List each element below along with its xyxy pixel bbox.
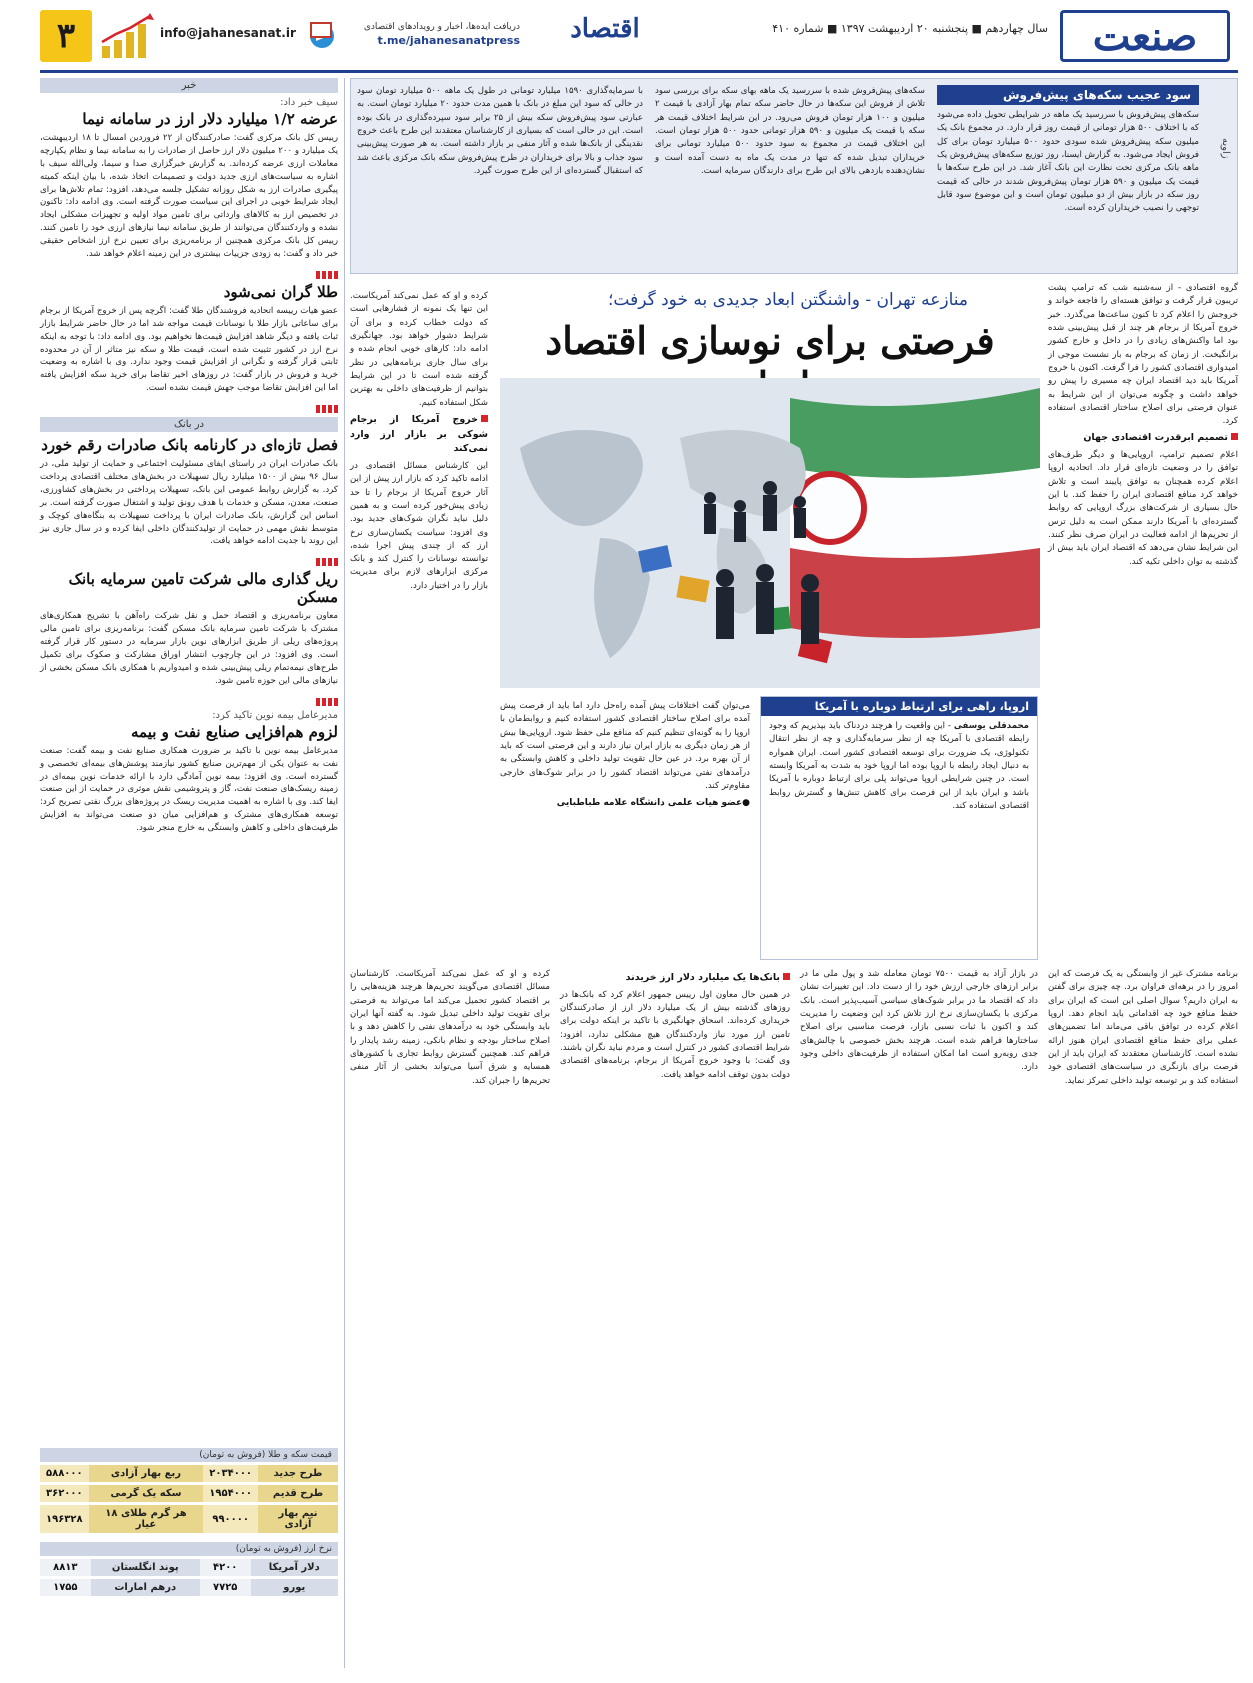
price-label: دلار آمریکا [251,1559,339,1576]
table-row [40,1559,338,1576]
telegram-text: دریافت ایده‌ها، اخبار و رویدادهای اقتصادی [363,22,520,32]
article-subheading: بانک‌ها یک میلیارد دلار ارز خریدند [560,971,790,986]
newspaper-logo[interactable]: صنعت [1060,10,1230,62]
price-value: ۱۷۵۵ [40,1579,91,1596]
price-value: ۴۲۰۰ [200,1559,251,1576]
article-paragraph: اعلام تصمیم ترامپ، اروپایی‌ها و دیگر طرف‌های توافق را در وضعیت تازه‌ای قرار داد. اتحادیه اروپا اعلام کرده همچنان به توافق پایبند است و تلاش خواهد کرد منافع اقتصادی ایران را حفظ کند. با این حال بسیاری از شرکت‌های بزرگ اروپایی که روابط گسترده‌ای با آمریکا دارند ممکن است به دلیل ترس از تحریم‌ها از ادامه فعالیت در ایران صرف نظر کنند. این شرایط نشان می‌دهد که اقتصاد ایران باید بیش از گذشته به توان داخلی تکیه کند. [1048,450,1238,567]
article-middle-column [500,700,750,811]
price-value: ۹۹۰۰۰۰ [203,1505,258,1533]
article-subheading: تصمیم ابرقدرت اقتصادی جهان [1048,431,1238,446]
section-title: اقتصاد [570,14,640,44]
price-value: ۵۸۸۰۰۰ [40,1465,89,1482]
price-label: سکه یک گرمی [89,1485,204,1502]
price-label: ربع بهار آزادی [89,1465,204,1482]
news-body: رییس کل بانک مرکزی گفت: صادرکنندگان از ۲۲ فروردین امسال تا ۱۸ اردیبهشت، یک میلیارد و ۲۰۰ میلیون دلار ارز حاصل از صادرات را به سامانه نیما و نظام یکپارچه معاملات ارزی عرضه کرده‌اند. به گزارش خبرگزاری صدا و سیما، ولی‌الله سیف با اشاره به سیاست‌های ارزی جدید دولت و تصمیمات اتخاذ شده، با بیان اینکه کمیته پیگیری صادرات ارز به شکل روزانه تشکیل جلسه می‌دهد، افزود: تمام تلاش‌ها برای ایجاد شرایط خوبی در اجرای این سیاست صورت گرفته است. وی ادامه داد: تاکنون در تخصیص ارز به کالاهای وارداتی برای تامین مواد اولیه و تجهیزات مشکلی ایجاد نشده و واردکنندگان می‌توانند از طریق سامانه نیما نیازهای ارزی خود را تامین کنند. رییس کل بانک مرکزی همچنین از برنامه‌ریزی برای تعیین نرخ ارز اشخاص حقیقی خبر داد و گفت: به زودی جزییات بیشتری در این زمینه اعلام خواهد شد. [40,133,338,260]
top-box-column: با سرمایه‌گذاری ۱۵۹۰ میلیارد تومانی در طول یک ماهه ۵۰۰ میلیارد تومان سود در حالی که سود این مبلغ در بانک با همین مدت حدود ۲۰ میلیارد تومان است. به عبارتی سود پیش‌فروش سکه بیش از ۲۵ برابر سود سپرده‌گذاری در بانک بوده است. این در حالی است که بسیاری از کارشناسان معتقدند این طرح باعث خروج نقدینگی از بانک‌ها شده و آثار منفی بر بازار داشته است. به هر صورت پیش‌بینی سود جذاب و بالا برای خریداران در طرح پیش‌فروش سکه بانک مرکزی باعث شد که استقبال گسترده‌ای از این طرح صورت گیرد. [357,86,643,176]
table-row [40,1505,338,1533]
price-label: طرح جدید [258,1465,338,1482]
news-kicker: سیف خبر داد: [280,97,338,108]
news-kicker: در بانک [40,417,338,432]
gold-price-title: قیمت سکه و طلا (فروش به تومان) [40,1448,338,1462]
article-paragraph: می‌توان گفت اختلافات پیش آمده راه‌حل دارد اما باید از فرصت پیش آمده برای اصلاح ساختار اقتصادی کشور استفاده کنیم و روابط‌مان با اروپا را به گونه‌ای تنظیم کنیم که منافع ملی حفظ شود. اروپایی‌ها بیش از هر زمان دیگری به بازار ایران نیاز دارند و این فرصتی است که باید از آن بهره برد. در عین حال تقویت تولید داخلی و کاهش وابستگی به درآمدهای نفتی می‌تواند اقتصاد کشور را در برابر شوک‌های خارجی مقاوم‌تر کند. [500,701,750,791]
news-body: معاون برنامه‌ریزی و اقتصاد حمل و نقل شرکت راه‌آهن با تشریح همکاری‌های مشترک با شرکت تامین سرمایه بانک مسکن گفت: برنامه‌ریزی برای تامین مالی پروژه‌های ریلی از طریق ابزارهای نوین بازار سرمایه در دستور کار قرار گرفته است. وی افزود: در این چارچوب انتشار اوراق مشارکت و صکوک برای تکمیل طرح‌های نیمه‌تمام ریلی پیش‌بینی شده و امیدواریم با همکاری بانک مسکن بخشی از نیازهای مالی این حوزه تامین شود. [40,611,338,686]
article-kicker: منازعه تهران - واشنگتن ابعاد جدیدی به خود گرفت؛ [608,290,968,310]
article-subheading: خروج آمریکا از برجام شوکی بر بازار ارز وارد نمی‌کند [350,413,488,457]
price-label: پوند انگلستان [91,1559,200,1576]
price-box [40,1448,338,1599]
news-headline[interactable]: طلا گران نمی‌شود [223,282,338,301]
news-headline[interactable]: لزوم هم‌افزایی صنایع نفت و بیمه [131,722,338,741]
price-label: هر گرم طلای ۱۸ عیار [89,1505,204,1533]
news-headline[interactable]: عرضه ۱/۲ میلیارد دلار ارز در سامانه نیما [82,110,338,128]
opinion-author: محمدقلی یوسفی [953,721,1029,731]
article-paragraph: کرده و او که عمل نمی‌کند آمریکاست. این تنها یک نمونه از فشارهایی است که دولت خطاب کرده و برای آن شرایط دشوار خواهد بود. جهانگیری ادامه داد: کارهای خوبی انجام شده و برای سال جاری برنامه‌هایی در نظر گرفته شده است تا در این شرایط بتوانیم از ظرفیت‌های داخلی به بهترین شکل استفاده کنیم. [350,291,488,408]
fx-price-table [40,1556,338,1599]
price-label: یورو [251,1579,339,1596]
article-lower-column: کرده و او که عمل نمی‌کند آمریکاست. کارشناسان مسائل اقتصادی می‌گویند تحریم‌ها هرچند هزینه‌هایی را بر اقتصاد کشور تحمیل می‌کند اما می‌تواند به فرصتی برای تقویت تولید داخلی تبدیل شود. به گفته آنها ایران باید وابستگی خود به درآمدهای نفتی را کاهش دهد و با اصلاح ساختار بودجه و نظام بانکی، زمینه رشد پایدار را فراهم کند. همچنین گسترش روابط تجاری با کشورهای همسایه و شرق آسیا می‌تواند بخشی از آثار منفی تحریم‌ها را جبران کند. [350,969,550,1086]
article-left-column [350,290,488,593]
top-box-side-label: زاویه [1220,138,1231,159]
news-kicker: مدیرعامل بیمه نوین تاکید کرد: [212,709,338,721]
telegram-block[interactable] [340,22,520,48]
opinion-body [761,716,1037,817]
masthead-rule [40,70,1238,73]
article-paragraph: در همین حال معاون اول رییس جمهور اعلام کرد که بانک‌ها در روزهای گذشته بیش از یک میلیارد دلار ارز از صادرکنندگان خریداری کرده‌اند. اسحاق جهانگیری با تاکید بر اینکه دولت برای تامین ارز مورد نیاز واردکنندگان هیچ مشکلی ندارد، افزود: شرایط اقتصادی کشور در کنترل است و مردم نباید نگران باشند. وی گفت: با وجود خروج آمریکا از برجام، برنامه‌های اقتصادی دولت بدون توقف ادامه خواهد یافت. [560,989,790,1080]
news-body: مدیرعامل بیمه نوین با تاکید بر ضرورت همکاری صنایع نفت و بیمه گفت: صنعت نفت به عنوان یکی از مهم‌ترین صنایع کشور نیازمند پوشش‌های بیمه‌ای تخصصی و گسترده است. وی افزود: بیمه نوین آمادگی دارد با ارائه خدمات نوین بیمه‌ای در زمینه ریسک‌های صنعت نفت، گاز و پتروشیمی نقش موثری در حمایت از این صنعت ایفا کند. وی با اشاره به اهمیت مدیریت ریسک در پروژه‌های بزرگ نفتی تصریح کرد: توسعه همکاری‌های مشترک و هم‌افزایی میان دو صنعت می‌تواند به افزایش ظرفیت‌های داخلی و کاهش وابستگی به خارج منجر شود. [40,745,338,834]
news-body: عضو هیات رییسه اتحادیه فروشندگان طلا گفت: اگرچه پس از خروج آمریکا از برجام برای ساعاتی بازار طلا با نوسانات قیمت مواجه شد اما در حال حاضر شرایط بازار ثبات یافته و دیگر شاهد افزایش قیمت‌ها نخواهیم بود. وی ادامه داد: با توجه به اینکه نرخ ارز در کشور تثبیت شده است، قیمت طلا و سکه نیز متاثر از آن در محدوده ثابتی قرار گرفته و نگرانی از افزایش قیمت وجود ندارد. وی با اشاره به وضعیت خرید و فروش در بازار گفت: در روزهای اخیر تقاضا برای خرید سکه افزایش یافته اما این افزایش تقاضا موجب جهش قیمت نشده است. [40,305,338,394]
gold-price-table [40,1462,338,1536]
news-item [40,417,338,548]
news-body: بانک صادرات ایران در راستای ایفای مسئولیت اجتماعی و حمایت از تولید ملی، در سال ۹۶ بیش از ۱۵۰۰ میلیارد ریال تسهیلات در بخش‌های مختلف اقتصادی پرداخت کرد. به گزارش روابط عمومی این بانک، تسهیلات پرداختی در بخش‌های کشاورزی، صنعت، معدن، مسکن و خدمات با هدف رونق تولید و اشتغال صورت گرفته است. بر اساس این گزارش، بانک صادرات ایران با پرداخت تسهیلات به بنگاه‌های کوچک و متوسط نقش مهمی در حمایت از تولیدکنندگان داخلی ایفا کرده و در سال جاری نیز این روند با جدیت ادامه خواهد یافت. [40,459,338,547]
top-feature-box [350,78,1238,274]
article-headline[interactable]: فرصتی برای نوسازی اقتصاد [545,318,995,363]
email-link[interactable]: info@jahanesanat.ir [160,26,296,40]
column-divider [344,78,345,1668]
separator-mark [316,405,338,413]
article-paragraph: این کارشناس مسائل اقتصادی در ادامه تاکید کرد که بازار ارز پیش از این آثار خروج آمریکا از برجام را تا حد زیادی پیش‌خور کرده است و به همین دلیل نباید نگران شوک‌های جدید بود. وی افزود: سیاست یکسان‌سازی نرخ ارز که از چندی پیش اجرا شده، توانسته نوسانات را کنترل کند و بانک مرکزی ابزارهای لازم برای مدیریت بازار را در اختیار دارد. [350,460,488,591]
opinion-box [760,696,1038,960]
masthead [40,8,1238,66]
news-item [40,710,338,835]
issue-line: سال چهاردهم ■ پنجشنبه ۲۰ اردیبهشت ۱۳۹۷ ■ شماره ۴۱۰ [772,22,1048,35]
separator-mark [316,698,338,706]
news-item [40,283,338,395]
price-value: ۳۶۲۰۰۰ [40,1485,89,1502]
table-row [40,1465,338,1482]
separator-mark [316,558,338,566]
coins-chart-icon [98,12,158,60]
top-box-column: سکه‌های پیش‌فروش شده با سررسید یک ماهه بهای سکه برای بررسی سود تلاش از فروش این سکه‌ها در حال حاضر سکه تمام بهار آزادی با قیمت ۲ میلیون و ۱۰۰ هزار تومان فروش می‌رود. در این شرایط اختلاف قیمت هر سکه با قیمت یک میلیون و ۵۹۰ هزار تومانی حدود ۵۰۰ هزار تومان است. این اختلاف قیمت در مجموع به سود حدود ۵۰۰ میلیارد تومانی برای خریداران تبدیل شده که تنها در مدت یک ماه به دست آمده است و نشان‌دهنده بازدهی بالای این طرح برای دارندگان سرمایه است. [655,86,926,176]
opinion-title[interactable]: اروپا، راهی برای ارتباط دوباره با آمریکا [761,697,1037,716]
fx-price-title: نرخ ارز (فروش به تومان) [40,1542,338,1556]
price-label: نیم بهار آزادی [258,1505,338,1533]
price-value: ۷۷۲۵ [200,1579,251,1596]
article-lower-column: برنامه مشترک غیر از وابستگی به یک فرصت که این امروز را در برهه‌ای فراوان برد. چه چیزی برای گفتن به ایران داریم؟ سوال اصلی این است که ایران برای حفظ منافع خود چه اقداماتی باید انجام دهد. اروپا اعلام کرده در توافق باقی می‌ماند اما تضمین‌های عملی برای حفظ منافع اقتصادی ایران هنوز ارائه نشده است. کارشناسان معتقدند که ایران باید از این فرصت برای بازنگری در سیاست‌های اقتصادی خود استفاده کند و بر توسعه تولید داخلی تمرکز نماید. [1048,969,1238,1086]
separator-mark [316,271,338,279]
page-number: ۳ [40,10,92,62]
opinion-text: - این واقعیت را هرچند دردناک باید بپذیریم که وجود رابطه اقتصادی با آمریکا چه از نظر سرمایه‌گذاری و چه از نظر انتقال تکنولوژی، یک ضرورت برای توسعه اقتصادی کشور است. ایران همواره به دنبال ایجاد رابطه با اروپا بوده اما اروپا خود به شدت به آمریکا وابسته است. در چنین شرایطی اروپا می‌تواند پلی برای ارتباط دوباره با آمریکا باشد و ایران باید از این فرصت برای کاهش تنش‌ها و گسترش روابط اقتصادی استفاده کند. [769,721,1029,811]
price-value: ۲۰۳۴۰۰۰ [203,1465,258,1482]
news-headline[interactable]: ریل گذاری مالی شرکت تامین سرمایه بانک مسکن [68,570,338,607]
news-column [40,78,338,1668]
mail-icon [310,22,332,38]
article-right-column [1048,282,1238,569]
table-row [40,1485,338,1502]
news-item [40,570,338,687]
price-value: ۸۸۱۳ [40,1559,91,1576]
news-column-tag: خبر [40,78,338,93]
article-hero-image [500,378,1040,688]
top-box-title[interactable]: سود عجیب سکه‌های پیش‌فروش [937,85,1199,105]
news-item [40,97,338,261]
price-label: درهم امارات [91,1579,200,1596]
article-lower-column: در بازار آزاد به قیمت ۷۵۰۰ تومان معامله شد و پول ملی ما در برابر ارزهای خارجی ارزش خود را از دست داد. این تغییرات نشان داد که اقتصاد ما در برابر شوک‌های سیاسی آسیب‌پذیر است. بانک مرکزی با یکسان‌سازی نرخ ارز تلاش کرد این وضعیت را مدیریت کند و اکنون با ثبات نسبی بازار، فرصت مناسبی برای اصلاح ساختارها فراهم شده است. هرچند بخش خصوصی با چالش‌های جدی روبه‌رو است اما امکان استفاده از ظرفیت‌های داخلی وجود دارد. [800,969,1038,1073]
price-label: طرح قدیم [258,1485,338,1502]
table-row [40,1579,338,1596]
telegram-link[interactable]: t.me/jahanesanatpress [377,33,520,47]
article-lead: گروه اقتصادی - از سه‌شنبه شب که ترامپ پشت تریبون قرار گرفت و توافق هسته‌ای را فاجعه خواند و خروجش را اعلام کرد تا کنون ساعت‌ها می‌گذرد. خبر خروج آمریکا از برجام هر چند از قبل پیش‌بینی شده بود اما واکنش‌های زیادی را در داخل و خارج کشور برانگیخت. از زمان که برجام به بار نشست موجی از امیدواری اقتصادی کشور را فرا گرفت. اکنون با خروج آمریکا باید دید اقتصاد ایران چه مسیری را پیش رو خواهد داشت و چگونه می‌توان از این شرایط به عنوان فرصتی برای اصلاح ساختار اقتصادی استفاده کرد. [1048,283,1238,427]
top-box-column: سکه‌های پیش‌فروش با سررسید یک ماهه در شرایطی تحویل داده می‌شود که با اختلاف ۵۰۰ هزار تومانی از قیمت روز قرار دارد. در مجموع بانک یک میلیون سکه پیش‌فروش شده سودی حدود ۵۰۰ میلیارد تومان برای کل فروش ایجاد می‌شود. به گزارش ایسنا، روز توزیع سکه‌های پیش‌فروش یک ماهه بانک مرکزی تحت نظارت این بانک آغاز شد. در این طرح سکه‌ها با قیمت یک میلیون و ۵۹۰ هزار تومان پیش‌فروش شدند در حالی که قیمت روز سکه در بازار بیش از دو میلیون تومان است و این موضوع سود قابل توجهی را نصیب خریداران کرده است. [937,110,1200,214]
world-map-illustration [500,378,1040,688]
author-affiliation: ●عضو هیات علمی دانشگاه علامه طباطبایی [556,798,750,809]
news-headline[interactable]: فصل تازه‌ای در کارنامه بانک صادرات رقم خورد [41,436,338,455]
price-value: ۱۹۶۳۲۸ [40,1505,89,1533]
article-lower-column [560,968,790,1082]
price-value: ۱۹۵۴۰۰۰ [203,1485,258,1502]
